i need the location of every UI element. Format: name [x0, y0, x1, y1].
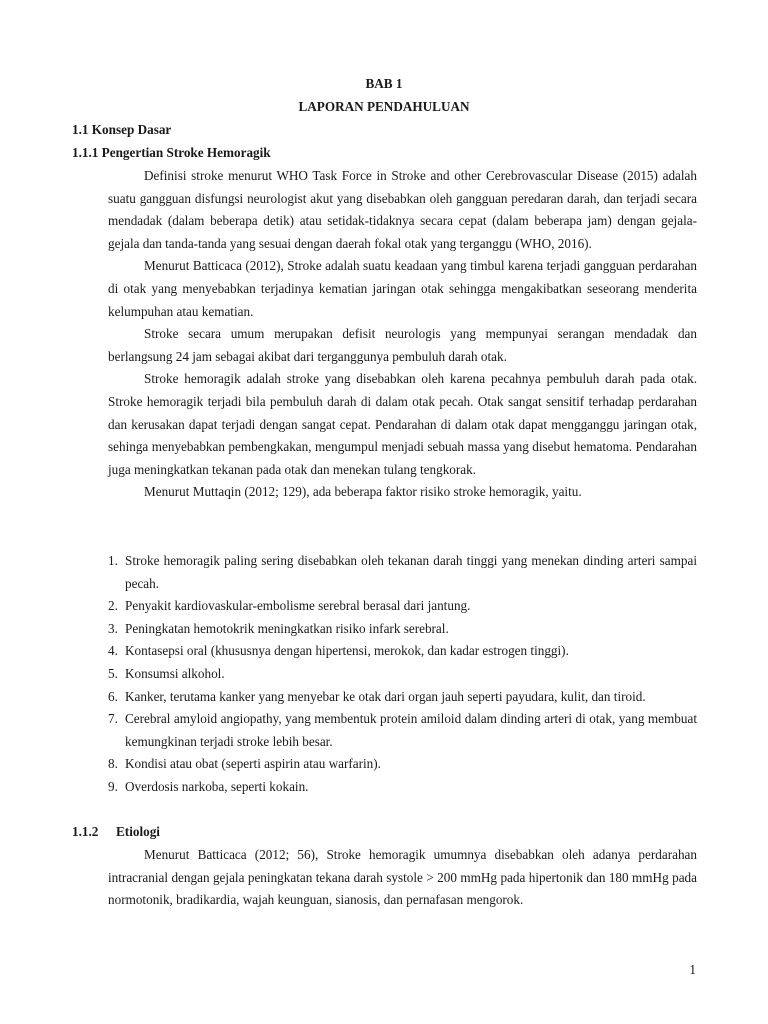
section-heading: 1.1 Konsep Dasar — [72, 122, 172, 137]
subsection-heading: 1.1.1 Pengertian Stroke Hemoragik — [72, 145, 271, 160]
paragraph-who-definition: Definisi stroke menurut WHO Task Force in Stroke and other Cerebrovascular Disease (2015) adalah suatu gangguan disfungsi neurologist akut yang disebabkan oleh gangguan peredaran darah, dan terjadi secara mendadak (dalam beberapa detik) atau setidak-tidaknya secara cepat (dalam beberapa jam) dengan gejala-gejala dan tanda-tanda yang sesuai dengan daerah fokal otak yang terganggu (WHO, 2016). — [108, 168, 697, 251]
list-item-text: Stroke hemoragik paling sering disebabkan oleh tekanan darah tinggi yang menekan dinding arteri sampai pecah. — [125, 553, 697, 591]
list-item — [108, 618, 697, 641]
list-item — [108, 663, 697, 686]
list-item — [108, 550, 697, 595]
list-item — [108, 686, 697, 709]
list-item-text: Penyakit kardiovaskular-embolisme serebral berasal dari jantung. — [125, 598, 471, 614]
list-item-number: 4. — [108, 643, 118, 659]
etiology-body — [108, 844, 697, 912]
list-item-number: 2. — [108, 598, 118, 614]
chapter-title: LAPORAN PENDAHULUAN — [298, 99, 470, 114]
list-item-number: 8. — [108, 756, 118, 772]
list-item — [108, 708, 697, 753]
list-item-text: Peningkatan hemotokrik meningkatkan risiko infark serebral. — [125, 620, 449, 636]
list-item — [108, 776, 697, 799]
list-item-number: 9. — [108, 778, 118, 794]
chapter-number: BAB 1 — [365, 76, 403, 91]
list-item-number: 6. — [108, 688, 118, 704]
etiology-heading — [72, 824, 160, 840]
page-number: 1 — [689, 962, 696, 977]
list-item-text: Overdosis narkoba, seperti kokain. — [125, 778, 309, 794]
list-item — [108, 753, 697, 776]
paragraph-neurological-deficit: Stroke secara umum merupakan defisit neurologis yang mempunyai serangan mendadak dan berlangsung 24 jam sebagai akibat dari terganggunya pembuluh darah otak. — [108, 326, 697, 364]
risk-factor-list — [108, 550, 697, 799]
paragraph-muttaqin: Menurut Muttaqin (2012; 129), ada beberapa faktor risiko stroke hemoragik, yaitu. — [144, 484, 582, 500]
definition-paragraphs — [108, 165, 697, 504]
list-item-text: Kontasepsi oral (khususnya dengan hipertensi, merokok, dan kadar estrogen tinggi). — [125, 643, 569, 659]
list-item-text: Kondisi atau obat (seperti aspirin atau warfarin). — [125, 756, 381, 772]
list-item — [108, 595, 697, 618]
paragraph-etiology: Menurut Batticaca (2012; 56), Stroke hemoragik umumnya disebabkan oleh adanya perdarahan intracranial dengan gejala peningkatan tekana darah systole > 200 mmHg pada hipertonik dan 180 mmHg pada normotonik, bradikardia, wajah keunguan, sianosis, dan pernafasan mengorok. — [108, 847, 697, 908]
list-item-number: 7. — [108, 711, 118, 727]
list-item-text: Cerebral amyloid angiopathy, yang membentuk protein amiloid dalam dinding arteri di otak, yang membuat kemungkinan terjadi stroke lebih besar. — [125, 711, 697, 749]
etiology-number: 1.1.2 — [72, 824, 99, 839]
paragraph-hemorrhagic-stroke: Stroke hemoragik adalah stroke yang disebabkan oleh karena pecahnya pembuluh darah pada otak. Stroke hemoragik terjadi bila pembuluh darah di dalam otak pecah. Otak sangat sensitif terhadap perdarahan dan kerusakan dapat terjadi dengan sangat cepat. Pendarahan di dalam otak dapat mengganggu jaringan otak, sehinga menyebabkan pembengkakan, mengumpul menjadi sebuah massa yang disebut hematoma. Pendarahan juga meningkatkan tekanan pada otak dan menekan tulang tengkorak. — [108, 371, 697, 477]
list-item-number: 3. — [108, 620, 118, 636]
list-item-text: Konsumsi alkohol. — [125, 665, 225, 681]
list-item-number: 5. — [108, 665, 118, 681]
list-item-text: Kanker, terutama kanker yang menyebar ke otak dari organ jauh seperti payudara, kulit, dan tiroid. — [125, 688, 646, 704]
etiology-title: Etiologi — [116, 824, 160, 839]
list-item — [108, 640, 697, 663]
paragraph-batticaca: Menurut Batticaca (2012), Stroke adalah suatu keadaan yang timbul karena terjadi gangguan perdarahan di otak yang menyebabkan terjadinya kematian jaringan otak sehingga mengakibatkan seseorang menderita kelumpuhan atau kematian. — [108, 258, 697, 319]
list-item-number: 1. — [108, 553, 118, 568]
